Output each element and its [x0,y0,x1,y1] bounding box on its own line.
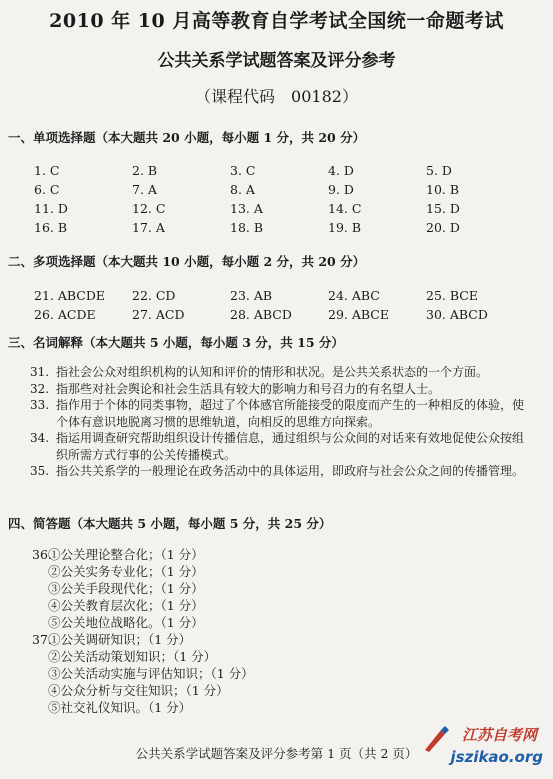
answer-cell: 8. A [230,182,255,197]
item-number: 33. [30,398,50,412]
section-terms-heading: 三、名词解释（本大题共 5 小题，每小题 3 分，共 15 分） [8,335,344,350]
exam-title: 2010 年 10 月高等教育自学考试全国统一命题考试 [49,10,504,32]
section-multi-choice-heading: 二、多项选择题（本大题共 10 小题，每小题 2 分，共 20 分） [8,254,366,269]
answer-cell: 12. C [132,201,166,216]
question-number: 37. [32,632,52,647]
answer-cell: 18. B [230,220,264,235]
answer-cell: 30. ABCD [426,307,488,322]
question-block [32,546,254,631]
answer-point: ③公关活动实施与评估知识；（1 分） [48,666,254,681]
answer-cell: 26. ACDE [34,307,96,322]
answer-point: ④公关教育层次化；（1 分） [48,598,204,613]
answer-cell: 24. ABC [328,288,380,303]
answer-point: ③公关手段现代化；（1 分） [48,581,204,596]
answer-cell: 7. A [132,182,157,197]
answer-cell: 25. BCE [426,288,478,303]
answer-cell: 28. ABCD [230,307,292,322]
definition-item [30,430,535,463]
answer-cell: 11. D [34,201,68,216]
answer-cell: 19. B [328,220,362,235]
pen-logo-icon [421,724,451,754]
watermark-url: jszikao.org [450,748,543,766]
item-number: 34. [30,431,50,445]
answer-point: ②公关活动策划知识；（1 分） [48,649,217,664]
answer-cell: 23. AB [230,288,273,303]
document-subtitle: 公共关系学试题答案及评分参考 [157,51,396,71]
definition-item [30,397,535,430]
item-number: 32. [30,381,50,396]
site-watermark [423,724,543,774]
course-code: （课程代码 00182） [195,87,358,106]
answer-cell: 15. D [426,201,460,216]
answer-cell: 3. C [230,163,256,178]
definition-item [30,463,535,480]
definition-item [30,364,535,381]
definition-item [30,381,535,398]
answer-cell: 16. B [34,220,68,235]
definition-text: 指社会公众对组织机构的认知和评价的情形和状况。是公共关系状态的一个方面。 [56,365,489,379]
short-answers [32,546,254,716]
answer-cell: 27. ACD [132,307,185,322]
item-number: 35. [30,464,50,478]
point-text: ①公关理论整合化；（1 分） [48,547,204,562]
watermark-site-name: 江苏自考网 [461,726,537,744]
item-number: 31. [30,365,50,379]
answer-cell: 17. A [132,220,165,235]
definition-text: 指那些对社会舆论和社会生活具有较大的影响力和号召力的有名望人士。 [56,381,441,396]
section-single-choice-heading: 一、单项选择题（本大题共 20 小题，每小题 1 分，共 20 分） [8,130,366,145]
answer-cell: 21. ABCDE [34,288,106,303]
answer-cell: 5. D [426,163,452,178]
answer-cell: 14. C [328,201,362,216]
answer-cell: 13. A [230,201,263,216]
answer-cell: 6. C [34,182,60,197]
term-definitions [30,364,535,480]
question-block [32,631,254,716]
point-text: ①公关调研知识；（1 分） [48,632,192,647]
answer-cell: 10. B [426,182,460,197]
definition-text: 指公共关系学的一般理论在政务活动中的具体运用，即政府与社会公众之间的传播管理。 [56,464,525,478]
answer-point: ②公关实务专业化；（1 分） [48,564,204,579]
answer-point: ④公众分析与交往知识；（1 分） [48,683,229,698]
answer-cell: 4. D [328,163,354,178]
definition-text: 指作用于个体的同类事物，超过了个体感官所能接受的限度而产生的一种相反的体验，使个体有意识地脱离习惯的思维轨道，向相反的思维方向探索。 [56,398,525,429]
answer-cell: 20. D [426,220,460,235]
answer-point [32,546,254,563]
definition-text: 指运用调查研究帮助组织设计传播信息，通过组织与公众间的对话来有效地促使公众按组织所需方式行事的公关传播模式。 [56,431,525,462]
answer-cell: 1. C [34,163,60,178]
answer-cell: 29. ABCE [328,307,389,322]
answer-point: ⑤公关地位战略化。（1 分） [48,615,204,630]
answer-point: ⑤社交礼仪知识。（1 分） [48,700,192,715]
answer-point [32,631,254,648]
answer-cell: 9. D [328,182,354,197]
page-footer: 公共关系学试题答案及评分参考第 1 页（共 2 页） [135,746,418,761]
answer-cell: 22. CD [132,288,176,303]
question-number: 36. [32,547,52,562]
answer-cell: 2. B [132,163,158,178]
section-short-answer-heading: 四、简答题（本大题共 5 小题，每小题 5 分，共 25 分） [8,516,332,531]
